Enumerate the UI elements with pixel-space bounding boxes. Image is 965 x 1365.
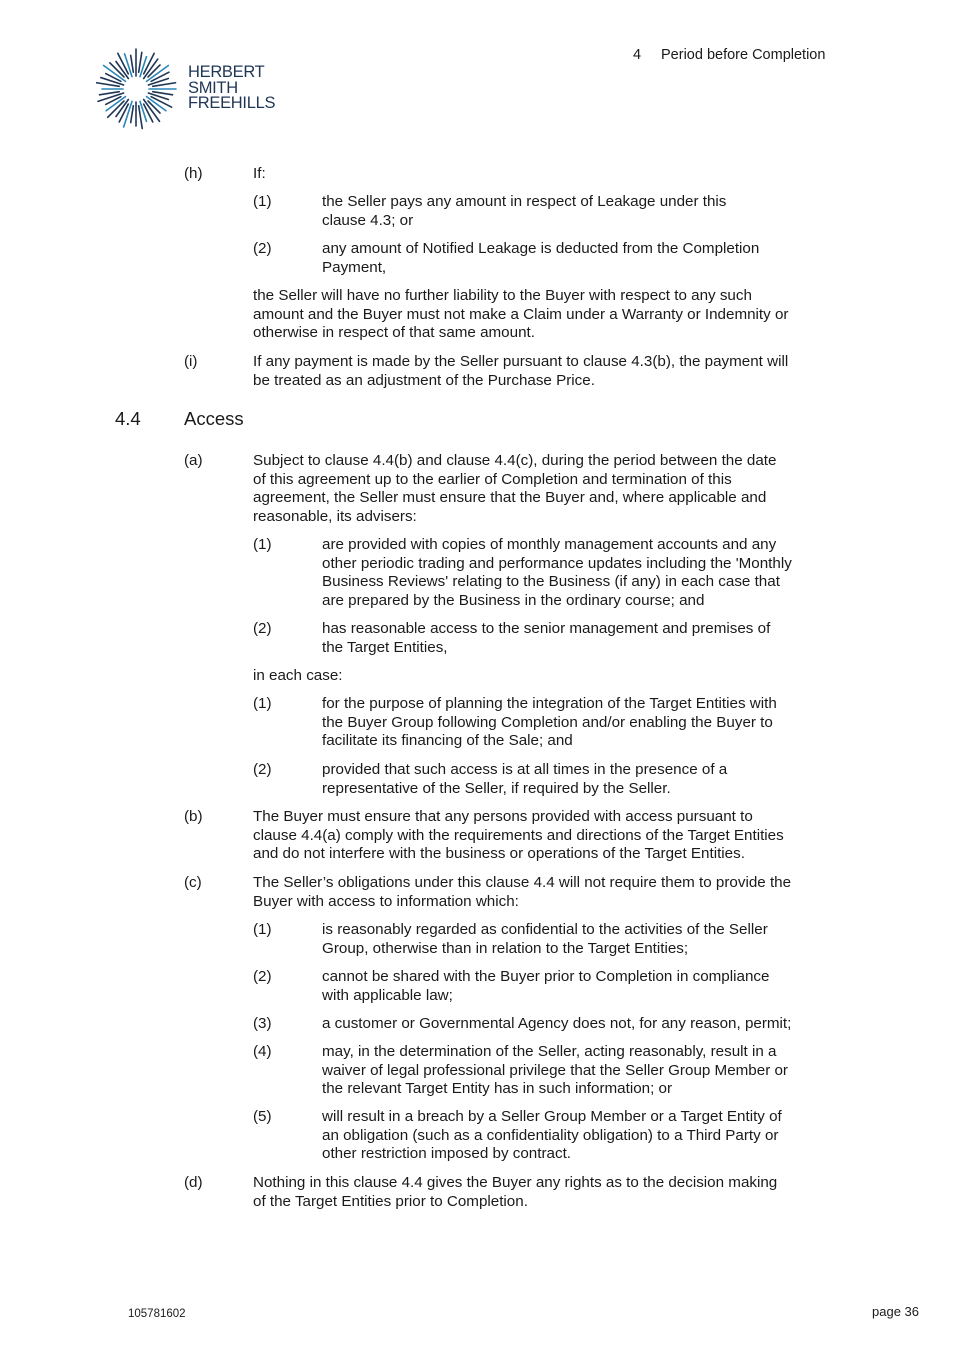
text-line: If any payment is made by the Seller pursuant to clause 4.3(b), the payment will (253, 353, 789, 370)
text-line: clause 4.3; or (322, 211, 414, 229)
clause-label: (c) (184, 874, 202, 891)
text-line: Payment, (322, 258, 387, 276)
document-id: 105781602 (128, 1308, 186, 1320)
clause-text (253, 1174, 777, 1211)
text-line: of the Target Entities prior to Completion. (253, 1192, 528, 1210)
clause-text (253, 874, 791, 911)
text-line: Group, otherwise than in relation to the Target Entities; (322, 939, 689, 957)
section-title: Period before Completion (661, 47, 826, 63)
text-line: cannot be shared with the Buyer prior to Completion in compliance (322, 968, 770, 985)
text-line: with applicable law; (322, 986, 453, 1004)
text-line: other restriction imposed by contract. (322, 1145, 572, 1163)
subclause-text (322, 193, 726, 230)
herbert-smith-freehills-logo (96, 46, 286, 136)
subclause-text (322, 921, 768, 958)
section-number: 4 (633, 47, 642, 63)
text-line: the Seller pays any amount in respect of Leakage under this (322, 193, 727, 210)
text-line: reasonable, its advisers: (253, 507, 417, 525)
clause-label: (a) (184, 452, 203, 469)
clause-label: (b) (184, 808, 203, 825)
text-line: the Seller will have no further liability to the Buyer with respect to any such (253, 287, 752, 304)
clause-text (253, 452, 776, 526)
text-line: any amount of Notified Leakage is deducted from the Completion (322, 240, 760, 257)
text-line: Business Reviews' relating to the Business (if any) in each case that (322, 573, 780, 591)
page-number: page 36 (872, 1304, 919, 1319)
subclause-label: (5) (253, 1108, 272, 1125)
clause-label: (h) (184, 165, 203, 182)
clause-label: (d) (184, 1174, 203, 1191)
sunburst-logo-icon (96, 46, 180, 136)
subclause-text (322, 240, 759, 277)
logo-line: HERBERT (188, 63, 265, 81)
subclause-label: (3) (253, 1015, 272, 1032)
text-line: an obligation (such as a confidentiality obligation) to a Third Party or (322, 1126, 779, 1144)
clause-text (253, 808, 784, 864)
logo-line: SMITH (188, 78, 238, 97)
subclause-text (322, 1015, 791, 1034)
text-line: clause 4.4(a) comply with the requirements and directions of the Target Entities (253, 826, 784, 844)
subclause-label: (2) (253, 620, 272, 637)
subclause-label: (1) (253, 921, 272, 938)
subclause-label: (2) (253, 761, 272, 778)
text-line: are provided with copies of monthly management accounts and any (322, 536, 777, 553)
text-line: for the purpose of planning the integration of the Target Entities with (322, 695, 777, 712)
text-line: has reasonable access to the senior management and premises of (322, 620, 771, 637)
subclause-text (322, 761, 727, 798)
text-line: the Buyer Group following Completion and/or enabling the Buyer to (322, 713, 773, 731)
subclause-label: (2) (253, 968, 272, 985)
subclause-text (322, 968, 769, 1005)
text-line: is reasonably regarded as confidential to the activities of the Seller (322, 921, 768, 938)
subclause-text (322, 695, 777, 751)
text-line: will result in a breach by a Seller Group Member or a Target Entity of (322, 1108, 782, 1125)
text-line: provided that such access is at all times in the presence of a (322, 761, 728, 778)
text-line: the Target Entities, (322, 638, 448, 656)
subclause-text (322, 1108, 782, 1164)
subclause-label: (1) (253, 695, 272, 712)
text-line: agreement, the Seller must ensure that the Buyer and, where applicable and (253, 489, 767, 507)
logo-line: FREEHILLS (188, 94, 276, 112)
subclause-text (322, 536, 792, 610)
clause-text (253, 353, 788, 390)
text-line: of this agreement up to the earlier of Completion and termination of this (253, 470, 732, 488)
clause-text: If: (253, 165, 266, 182)
text-line: facilitate its financing of the Sale; and (322, 732, 573, 750)
text-line: Subject to clause 4.4(b) and clause 4.4(c), during the period between the date (253, 452, 777, 469)
section-heading-title: Access (184, 408, 244, 429)
text-line: a customer or Governmental Agency does not, for any reason, permit; (322, 1015, 792, 1032)
text-line: amount and the Buyer must not make a Claim under a Warranty or Indemnity or (253, 305, 789, 323)
text-line: representative of the Seller, if required by the Seller. (322, 779, 671, 797)
text-line: The Seller’s obligations under this clause 4.4 will not require them to provide the (253, 874, 792, 891)
clause-tail-text (253, 287, 788, 343)
section-heading-number: 4.4 (115, 408, 141, 429)
text-line: Buyer with access to information which: (253, 892, 519, 910)
running-header (633, 46, 825, 65)
text-line: the relevant Target Entity has in such information; or (322, 1080, 673, 1098)
clause-label: (i) (184, 353, 198, 370)
text-line: other periodic trading and performance updates including the 'Monthly (322, 554, 792, 572)
text-line: waiver of legal professional privilege that the Seller Group Member or (322, 1061, 788, 1079)
text-line: are prepared by the Business in the ordinary course; and (322, 591, 705, 609)
text-line: be treated as an adjustment of the Purchase Price. (253, 371, 595, 389)
subclause-text (322, 1043, 788, 1099)
subclause-label: (2) (253, 240, 272, 257)
logo-wordmark (188, 65, 275, 112)
text-line: and do not interfere with the business or operations of the Target Entities. (253, 845, 745, 863)
text-line: The Buyer must ensure that any persons provided with access pursuant to (253, 808, 753, 825)
text-line: may, in the determination of the Seller, acting reasonably, result in a (322, 1043, 777, 1060)
in-each-case-text: in each case: (253, 667, 343, 684)
subclause-label: (1) (253, 536, 272, 553)
text-line: Nothing in this clause 4.4 gives the Buyer any rights as to the decision making (253, 1174, 778, 1191)
subclause-label: (1) (253, 193, 272, 210)
subclause-text (322, 620, 770, 657)
text-line: otherwise in respect of that same amount. (253, 324, 535, 342)
subclause-label: (4) (253, 1043, 272, 1060)
